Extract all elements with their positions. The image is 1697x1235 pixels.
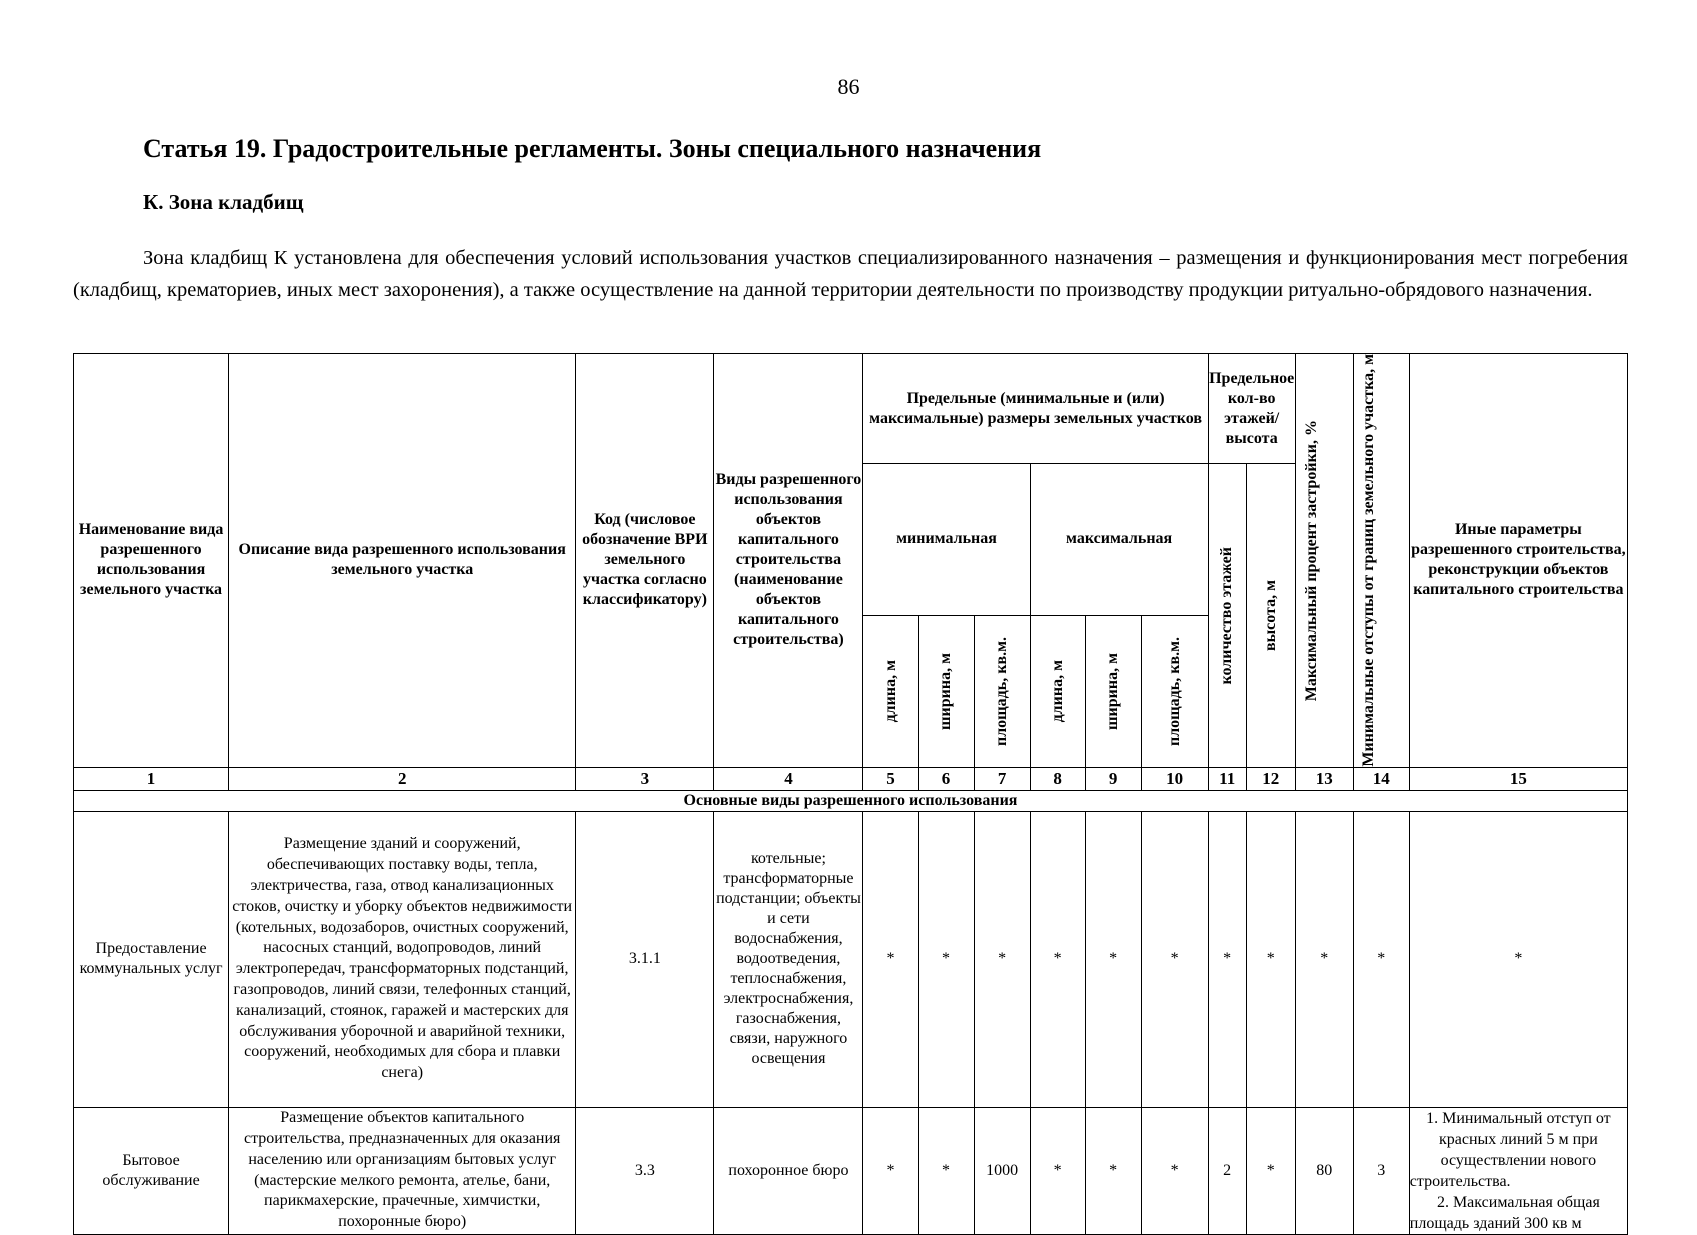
row-height: * [1246, 1107, 1295, 1234]
row-other: * [1409, 811, 1627, 1107]
other-param-1: 1. Минимальный отступ от красных линий 5 м при осуществлении нового строительства. [1409, 1109, 1611, 1190]
header-code: Код (числовое обозначение ВРИ земельного участка согласно классификатору) [576, 354, 714, 768]
header-sizes-group: Предельные (минимальные и (или) максимальные) размеры земельных участков [863, 354, 1208, 464]
zone-subheading: К. Зона кладбищ [143, 190, 304, 214]
header-kinds: Виды разрешенного использования объектов капитального строительства (наименование объектов капитального строительства) [714, 354, 863, 768]
page-number: 86 [837, 74, 860, 99]
intro-paragraph: Зона кладбищ К установлена для обеспечения условий использования участков специализированного назначения – размещения и функционирования мест погребения (кладбищ, крематориев, иных мест захоронения), а также осуществление на данной территории деятельности по производству продукции ритуально-обрядового назначения. [73, 247, 1628, 301]
row-max-width: * [1085, 811, 1141, 1107]
row-max-area: * [1141, 1107, 1208, 1234]
row-code: 3.3 [576, 1107, 714, 1234]
header-min-width: ширина, м [918, 615, 974, 767]
row-coverage: * [1295, 811, 1353, 1107]
row-min-area: * [974, 811, 1030, 1107]
header-other: Иные параметры разрешенного строительства, реконструкции объектов капитального строительства [1409, 354, 1627, 768]
header-max-length: длина, м [1030, 615, 1085, 767]
column-number: 9 [1085, 767, 1141, 790]
header-max: максимальная [1030, 464, 1208, 616]
column-number: 13 [1295, 767, 1353, 790]
row-name: Бытовое обслуживание [74, 1107, 229, 1234]
column-number: 1 [74, 767, 229, 790]
row-setback: 3 [1353, 1107, 1409, 1234]
column-number: 2 [229, 767, 576, 790]
section-row [74, 790, 1628, 811]
header-coverage: Максимальный процент застройки, % [1295, 354, 1353, 768]
row-kinds: котельные; трансформаторные подстанции; объекты и сети водоснабжения, водоотведения, теплоснабжения, электроснабжения, газоснабжения, связи, наружного освещения [714, 811, 863, 1107]
row-min-area: 1000 [974, 1107, 1030, 1234]
row-floors: 2 [1208, 1107, 1246, 1234]
row-kinds: похоронное бюро [714, 1107, 863, 1234]
table-row [74, 811, 1628, 1107]
other-param-2: 2. Максимальная общая площадь зданий 300 кв м [1409, 1193, 1600, 1232]
row-setback: * [1353, 811, 1409, 1107]
column-number: 3 [576, 767, 714, 790]
section-title: Основные виды разрешенного использования [74, 790, 1628, 811]
header-min-length: длина, м [863, 615, 918, 767]
column-number: 14 [1353, 767, 1409, 790]
column-number: 6 [918, 767, 974, 790]
column-number: 4 [714, 767, 863, 790]
row-min-width: * [918, 811, 974, 1107]
column-number: 15 [1409, 767, 1627, 790]
header-height: высота, м [1246, 464, 1295, 768]
header-floors-group: Предельное кол-во этажей/ высота [1208, 354, 1295, 464]
row-floors: * [1208, 811, 1246, 1107]
row-name: Предоставление коммунальных услуг [74, 811, 229, 1107]
header-min-area: площадь, кв.м. [974, 615, 1030, 767]
row-max-length: * [1030, 811, 1085, 1107]
article-heading: Статья 19. Градостроительные регламенты. Зоны специального назначения [143, 134, 1042, 163]
row-coverage: 80 [1295, 1107, 1353, 1234]
row-min-width: * [918, 1107, 974, 1234]
row-description: Размещение зданий и сооружений, обеспечивающих поставку воды, тепла, электричества, газа, отвод канализационных стоков, очистку и уборку объектов недвижимости (котельных, водозаборов, очистных сооружений, насосных станций, водопроводов, линий электропередач, трансформаторных подстанций, газопроводов, линий связи, телефонных станций, канализаций, стоянок, гаражей и мастерских для обслуживания уборочной и аварийной техники, сооружений, необходимых для сбора и плавки снега) [229, 811, 576, 1107]
header-setback: Минимальные отступы от границ земельного участка, м [1353, 354, 1409, 768]
row-min-length: * [863, 1107, 918, 1234]
column-number: 10 [1141, 767, 1208, 790]
header-max-width: ширина, м [1085, 615, 1141, 767]
column-number: 12 [1246, 767, 1295, 790]
header-max-area: площадь, кв.м. [1141, 615, 1208, 767]
column-number: 11 [1208, 767, 1246, 790]
column-number: 8 [1030, 767, 1085, 790]
column-number-row [74, 767, 1628, 790]
row-other [1409, 1107, 1627, 1234]
row-height: * [1246, 811, 1295, 1107]
header-floors: количество этажей [1208, 464, 1246, 768]
column-number: 7 [974, 767, 1030, 790]
row-description: Размещение объектов капитального строительства, предназначенных для оказания населению или организациям бытовых услуг (мастерские мелкого ремонта, ателье, бани, парикмахерские, прачечные, химчистки, похоронные бюро) [229, 1107, 576, 1234]
row-max-length: * [1030, 1107, 1085, 1234]
header-name: Наименование вида разрешенного использования земельного участка [74, 354, 229, 768]
row-code: 3.1.1 [576, 811, 714, 1107]
header-min: минимальная [863, 464, 1030, 616]
header-description: Описание вида разрешенного использования земельного участка [229, 354, 576, 768]
row-max-area: * [1141, 811, 1208, 1107]
row-max-width: * [1085, 1107, 1141, 1234]
table-row [74, 1107, 1628, 1234]
regulations-table [73, 353, 1628, 1235]
column-number: 5 [863, 767, 918, 790]
row-min-length: * [863, 811, 918, 1107]
